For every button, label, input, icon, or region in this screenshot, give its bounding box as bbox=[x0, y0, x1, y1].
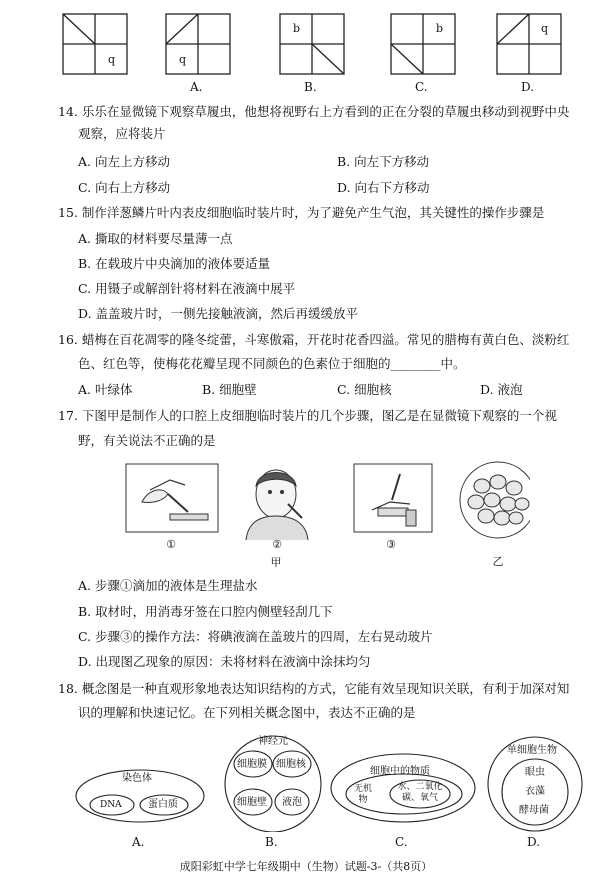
q14-option-b[interactable]: B. 向左下方移动 bbox=[337, 154, 430, 169]
map-c-inner-text: 水、二氧化碳、氧气 bbox=[397, 782, 443, 803]
q13-option-b[interactable]: B. bbox=[304, 80, 317, 94]
q13-grid3-letter: b bbox=[293, 22, 301, 35]
map-b-label: B. bbox=[265, 835, 278, 849]
q13-grid1-letter: q bbox=[108, 53, 116, 66]
map-a-inner2-text: 蛋白质 bbox=[148, 799, 178, 810]
page-footer: 成阳彩虹中学七年级期中（生物）试题-3-（共8页） bbox=[179, 860, 433, 873]
q13-option-a[interactable]: A. bbox=[190, 80, 203, 94]
q15-option-d[interactable]: D. 盖盖玻片时，一侧先接触液滴，然后再缓缓放平 bbox=[78, 306, 359, 321]
map-b-c1-text: 细胞膜 bbox=[237, 759, 267, 770]
q17-figure bbox=[110, 460, 530, 580]
q13-option-d[interactable]: D. bbox=[521, 80, 535, 94]
map-c-mid-text: 无机物 bbox=[353, 784, 372, 805]
q14-option-d[interactable]: D. 向右下方移动 bbox=[337, 180, 430, 195]
map-b-outer bbox=[225, 736, 321, 832]
map-c-label: C. bbox=[395, 835, 408, 849]
q18-stem: 18. 概念图是一种直观形象地表达知识结构的方式，它能有效呈现知识关联，有利于加深对知 bbox=[58, 681, 570, 696]
map-d-i1-text: 眼虫 bbox=[525, 767, 545, 778]
map-d-i2-text: 衣藻 bbox=[525, 786, 545, 797]
map-c-outer-text: 细胞中的物质 bbox=[370, 766, 430, 777]
q16-option-a[interactable]: A. 叶绿体 bbox=[78, 382, 133, 397]
map-a-label: A. bbox=[132, 835, 145, 849]
q14-stem-cont: 观察，应将装片 bbox=[78, 126, 166, 141]
q17-stem-cont: 野，有关说法不正确的是 bbox=[78, 433, 216, 448]
q17-step3-label: ③ bbox=[386, 538, 396, 551]
q17-option-a[interactable]: A. 步骤①滴加的液体是生理盐水 bbox=[78, 578, 258, 593]
q15-stem: 15. 制作洋葱鳞片叶内表皮细胞临时装片时，为了避免产生气泡，其关键性的操作步骤是 bbox=[58, 205, 545, 220]
q17-step1-label: ① bbox=[166, 538, 176, 551]
q17-option-b[interactable]: B. 取材时，用消毒牙签在口腔内侧壁轻刮几下 bbox=[78, 604, 333, 619]
q13-grid5-letter: q bbox=[541, 22, 549, 35]
map-a-outer-text: 染色体 bbox=[122, 773, 152, 784]
map-b-c4-text: 液泡 bbox=[282, 797, 302, 808]
map-d-outer-text: 单细胞生物 bbox=[507, 745, 557, 756]
map-b-outer-text: 神经元 bbox=[258, 736, 288, 747]
q16-stem-cont: 色、红色等，使梅花花瓣呈现不同颜色的色素位于细胞的________中。 bbox=[78, 356, 466, 371]
q13-grid-figures bbox=[0, 0, 612, 80]
q14-stem: 14. 乐乐在显微镜下观察草履虫，他想将视野右上方看到的正在分裂的草履虫移动到视野中央 bbox=[58, 104, 570, 119]
map-b-c2-text: 细胞核 bbox=[276, 759, 306, 770]
q14-option-a[interactable]: A. 向左上方移动 bbox=[78, 154, 170, 169]
q16-option-b[interactable]: B. 细胞壁 bbox=[202, 382, 257, 397]
step2-person bbox=[246, 470, 308, 540]
q17-option-d[interactable]: D. 出现图乙现象的原因：未将材料在液滴中涂抹均匀 bbox=[78, 654, 371, 669]
q17-fig-a-label: 甲 bbox=[270, 556, 282, 569]
map-d-label: D. bbox=[527, 835, 541, 849]
map-b-c3-text: 细胞壁 bbox=[237, 797, 267, 808]
q16-option-d[interactable]: D. 液泡 bbox=[480, 382, 523, 397]
q17-option-c[interactable]: C. 步骤③的操作方法：将碘液滴在盖玻片的四周，左右晃动玻片 bbox=[78, 629, 433, 644]
q13-grid2-letter: q bbox=[179, 53, 187, 66]
map-a-inner1-text: DNA bbox=[100, 800, 122, 810]
q17-fig-b-label: 乙 bbox=[492, 555, 504, 568]
q16-stem: 16. 蜡梅在百花凋零的隆冬绽蕾，斗寒傲霜，开花时花香四溢。常见的腊梅有黄白色、淡粉红 bbox=[58, 332, 570, 347]
q17-step2-label: ② bbox=[272, 538, 282, 551]
q15-option-a[interactable]: A. 撕取的材料要尽量薄一点 bbox=[78, 231, 233, 246]
q13-option-c[interactable]: C. bbox=[415, 80, 428, 94]
q15-option-b[interactable]: B. 在载玻片中央滴加的液体要适量 bbox=[78, 256, 271, 271]
q17-stem: 17. 下图甲是制作人的口腔上皮细胞临时装片的几个步骤，图乙是在显微镜下观察的一个视 bbox=[58, 408, 557, 423]
q16-option-c[interactable]: C. 细胞核 bbox=[337, 382, 392, 397]
q18-stem-cont: 识的理解和快速记忆。在下列相关概念图中，表达不正确的是 bbox=[78, 705, 416, 720]
q15-option-c[interactable]: C. 用镊子或解剖针将材料在液滴中展平 bbox=[78, 281, 296, 296]
q14-option-c[interactable]: C. 向右上方移动 bbox=[78, 180, 171, 195]
map-d-i3-text: 酵母菌 bbox=[519, 805, 549, 816]
q13-grid4-letter: b bbox=[436, 22, 444, 35]
